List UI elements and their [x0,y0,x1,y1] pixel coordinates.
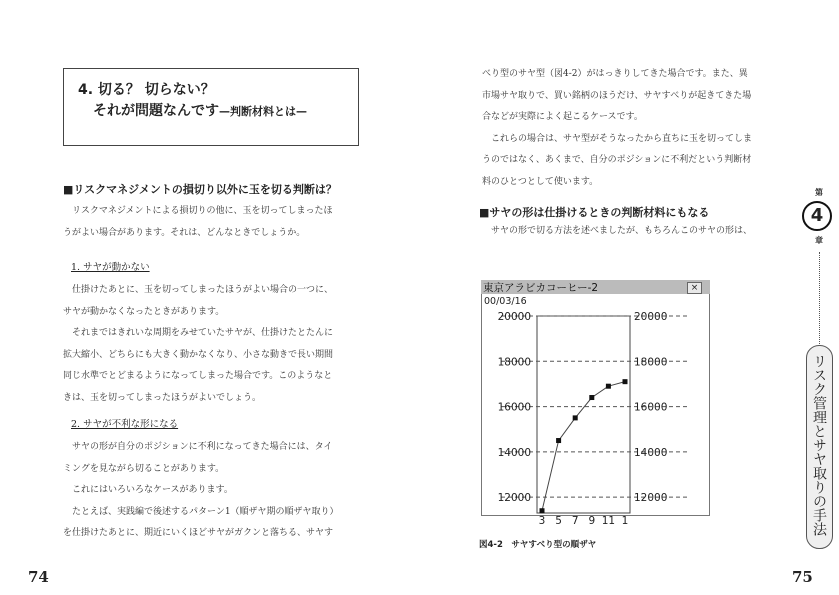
y-tick-label-right: 16000 [634,401,668,414]
text-line: それまではきれいな周期をみせていたサヤが、仕掛けたとたんに [63,328,334,338]
chapter-prefix: 第 [815,188,823,197]
series-line [542,382,625,511]
text-line: べり型のサヤ型（図4-2）がはっきりしてきた場合です。また、異 [482,69,748,79]
x-tick-label: 9 [588,515,596,527]
figure-caption: 図4-2 サヤすべり型の順ザヤ [479,540,597,550]
y-tick-label-left: 18000 [497,356,531,369]
text-line: ミングを見ながら切ることがあります。 [63,463,225,474]
chapter-side-tab-label: リスク管理とサヤ取りの手法 [811,354,827,536]
close-button[interactable]: × [687,282,702,294]
text-line: サヤの形で切る方法を述べましたが、もちろんこのサヤの形は、 [482,226,753,236]
y-tick-label-left: 12000 [497,492,531,505]
text-line: サヤの形が自分のポジションに不利になってきた場合には、タイ [63,442,333,452]
text-line: 市場サヤ取りで、買い銘柄のほうだけ、サヤすべりが起きてきた場 [482,90,752,101]
page-number-left: 74 [28,568,49,586]
paragraph-saya-slide [482,64,752,193]
section-title-line1: 4. 切る？ 切らない？ [78,82,215,98]
text-line: 合などが実際によく起こるケースです。 [482,112,643,122]
text-line: 拡大縮小、どちらにも大きく動かなくなり、小さな動きで長い期間 [63,349,334,360]
chapter-number-badge: 4 [802,201,832,231]
chapter-suffix: 章 [815,236,823,245]
text-line: うがよい場合があります。それは、どんなときでしょうか。 [63,227,306,238]
y-tick-label-right: 20000 [634,311,668,323]
heading-saya-shape: ■サヤの形は仕掛けるときの判断材料にもなる [479,206,710,219]
x-tick-label: 7 [571,515,579,527]
paragraph-saya-shape [482,221,752,243]
y-tick-label-left: 14000 [497,446,531,459]
x-tick-label: 5 [555,515,562,527]
y-tick-label-right: 12000 [634,492,668,505]
y-tick-label-left: 20000 [497,311,531,323]
text-line: リスクマネジメントによる損切りの他に、玉を切ってしまったほ [63,206,333,216]
text-line: たとえば、実践編で後述するパターン1（順ザヤ期の順ザヤ取り） [63,506,339,517]
paragraph-intro [63,201,333,244]
text-line: 料のひとつとして使います。 [482,176,599,187]
text-line: を仕掛けたあとに、期近にいくほどサヤがガクンと落ちる、サヤす [63,528,334,538]
data-point [573,415,578,420]
section-title-main: それが問題なんです [93,103,219,119]
text-line: これにはいろいろなケースがあります。 [63,485,233,495]
data-point [556,438,561,443]
subheading-saya-not-moving: 1. サヤが動かない [71,262,150,273]
chart-svg [481,305,709,529]
chart-date: 00/03/16 [484,296,527,307]
section-title-line2 [93,100,307,120]
y-tick-label-right: 18000 [634,356,668,369]
paragraph-unfavorable-shape [63,437,339,545]
subheading-unfavorable-shape: 2. サヤが不利な形になる [71,419,179,430]
dotted-leader [819,252,820,344]
text-line: 仕掛けたあとに、玉を切ってしまったほうがよい場合の一つに、 [63,285,334,295]
paragraph-saya-not-moving [63,280,333,409]
text-line: これらの場合は、サヤ型がそうなったから直ちに玉を切ってしま [482,133,753,144]
chart-window-title: 東京アラビカコーヒー-2 [483,282,599,294]
section-title-sub: —判断材料とは— [219,105,307,118]
heading-risk-management: ■リスクマネジメントの損切り以外に玉を切る判断は？ [63,183,337,196]
y-tick-label-left: 16000 [497,401,531,414]
y-tick-label-right: 14000 [634,446,668,459]
x-tick-label: 3 [538,515,546,527]
page-number-right: 75 [792,568,813,586]
text-line: きは、玉を切ってしまったほうがよいでしょう。 [63,392,262,403]
text-line: うのではなく、あくまで、自分のポジションに不利だという判断材 [482,155,752,165]
text-line: サヤが動かなくなったときがあります。 [63,306,225,317]
plot-frame [537,316,630,513]
data-point [606,384,611,389]
x-tick-label: 1 [621,515,629,527]
data-point [623,379,628,384]
data-point [589,395,594,400]
data-point [540,508,545,513]
x-tick-label: 11 [601,515,616,527]
text-line: 同じ水準でとどまるようになってしまった場合です。このようなと [63,371,333,381]
